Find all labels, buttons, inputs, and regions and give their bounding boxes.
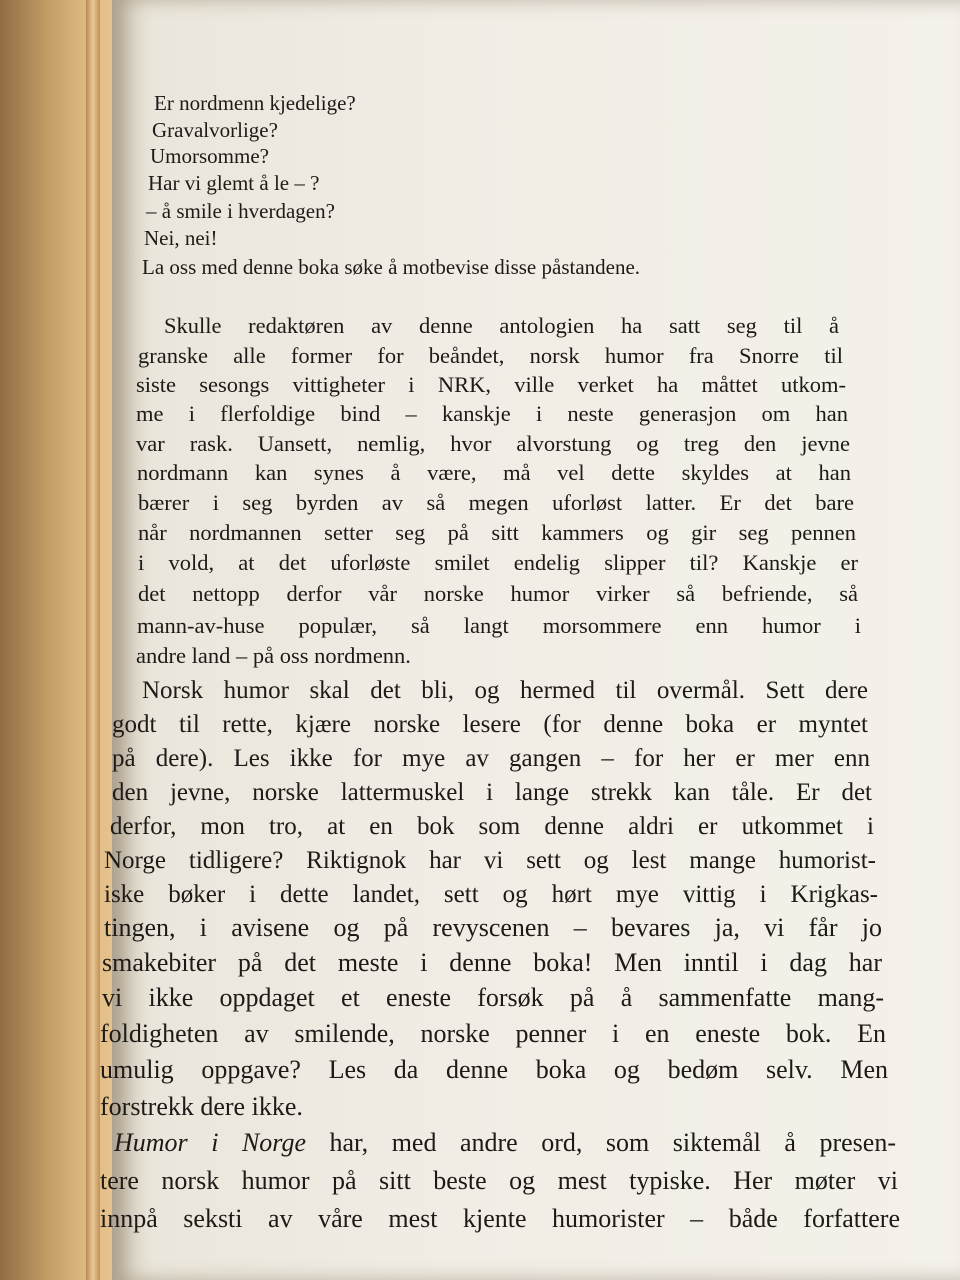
paragraph-line: i vold, at det uforløste smilet endelig slipper til? Kanskje er	[138, 550, 858, 575]
book-page	[100, 0, 960, 1280]
paragraph-line: Norge tidligere? Riktignok har vi sett og lest mange humorist-	[104, 847, 876, 874]
paragraph-line: foldigheten av smilende, norske penner i en eneste bok. En	[100, 1019, 886, 1048]
paragraph-line: andre land – på oss nordmenn.	[136, 643, 411, 668]
intro-line: Gravalvorlige?	[152, 118, 278, 142]
paragraph-line: iske bøker i dette landet, sett og hørt mye vittig i Krigkas-	[104, 881, 878, 908]
page-text	[100, 0, 960, 1280]
paragraph-line: me i flerfoldige bind – kanskje i neste generasjon om han	[136, 401, 848, 426]
book-spine	[0, 0, 130, 1280]
paragraph-line: vi ikke oppdaget et eneste forsøk på å sammenfatte mang-	[102, 983, 884, 1012]
intro-line: Umorsomme?	[150, 144, 269, 168]
paragraph-line	[114, 1130, 896, 1156]
intro-line: La oss med denne boka søke å motbevise disse påstandene.	[142, 255, 641, 279]
paragraph-line: var rask. Uansett, nemlig, hvor alvorstung og treg den jevne	[136, 431, 850, 456]
paragraph-line: den jevne, norske lattermuskel i lange strekk kan tåle. Er det	[112, 779, 872, 806]
book-spine-edge	[86, 0, 100, 1280]
paragraph-line: bærer i seg byrden av så megen uforløst latter. Er det bare	[138, 490, 854, 515]
intro-line: – å smile i hverdagen?	[146, 199, 335, 223]
paragraph-line: derfor, mon tro, at en bok som denne aldri er utkommet i	[110, 813, 874, 840]
paragraph-line: på dere). Les ikke for mye av gangen – for her er mer enn	[112, 745, 870, 772]
book-title-italic: Humor i Norge	[114, 1128, 306, 1157]
paragraph-line: mann-av-huse populær, så langt morsommere enn humor i	[137, 613, 861, 638]
paragraph-line: granske alle former for beåndet, norsk humor fra Snorre til	[138, 343, 843, 368]
paragraph-line: forstrekk dere ikke.	[100, 1092, 303, 1121]
paragraph-line: umulig oppgave? Les da denne boka og bedøm selv. Men	[100, 1055, 888, 1084]
paragraph-line: Norsk humor skal det bli, og hermed til overmål. Sett dere	[142, 677, 868, 704]
paragraph-line: innpå seksti av våre mest kjente humorister – både forfattere	[100, 1204, 900, 1233]
paragraph-line: når nordmannen setter seg på sitt kammers og gir seg pennen	[138, 520, 856, 545]
intro-line: Er nordmenn kjedelige?	[154, 91, 356, 115]
paragraph-line: Skulle redaktøren av denne antologien ha satt seg til å	[164, 313, 839, 338]
paragraph-line: tingen, i avisene og på revyscenen – bevares ja, vi får jo	[104, 913, 882, 942]
paragraph-line: siste sesongs vittigheter i NRK, ville verket ha måttet utkom-	[136, 372, 846, 397]
paragraph-line: tere norsk humor på sitt beste og mest typiske. Her møter vi	[100, 1166, 898, 1195]
paragraph-line: nordmann kan synes å være, må vel dette skyldes at han	[137, 460, 851, 485]
intro-line: Nei, nei!	[144, 226, 218, 250]
paragraph-line: smakebiter på det meste i denne boka! Men inntil i dag har	[102, 948, 882, 977]
paragraph-line: det nettopp derfor vår norske humor virker så befriende, så	[138, 581, 858, 606]
intro-line: Har vi glemt å le – ?	[148, 171, 320, 195]
paragraph-line: godt til rette, kjære norske lesere (for denne boka er myntet	[112, 711, 868, 738]
paragraph-line-rest: har, med andre ord, som siktemål å presen-	[305, 1128, 896, 1157]
